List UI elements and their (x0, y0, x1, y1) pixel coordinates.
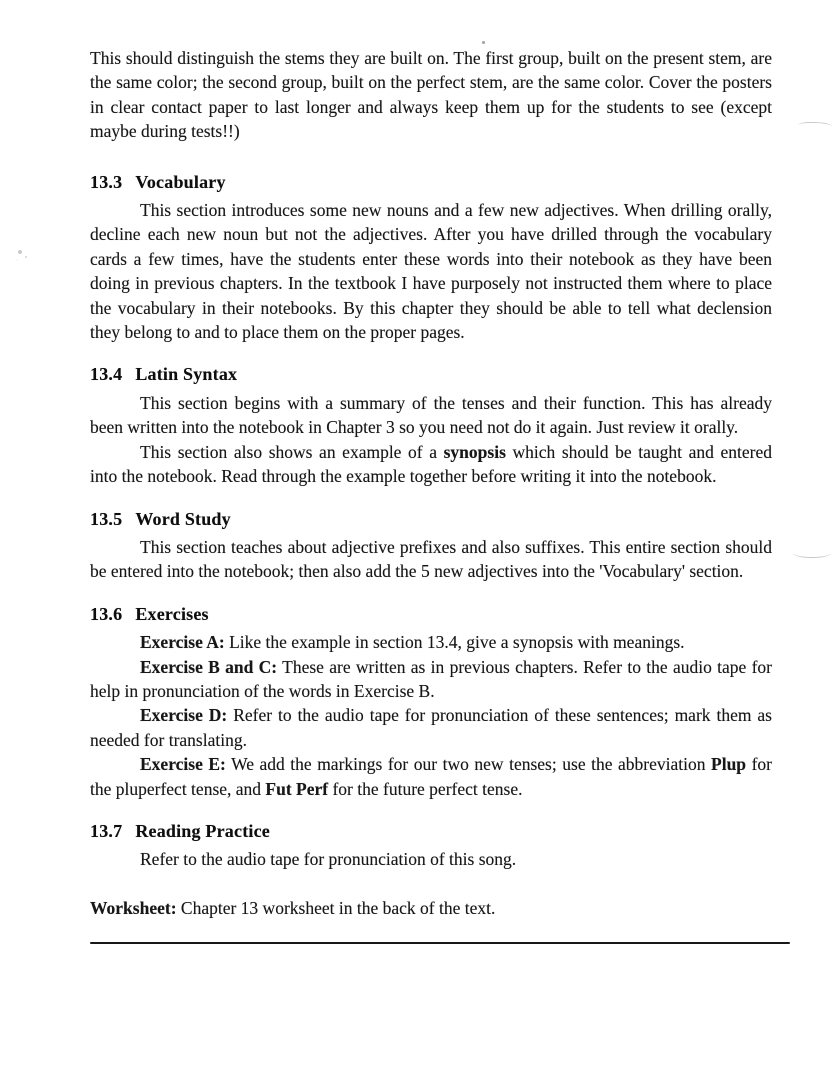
worksheet-note (90, 896, 772, 920)
text-run: Refer to the audio tape for pronunciation of this song. (140, 849, 517, 870)
section-title: Word Study (135, 508, 231, 529)
intro-paragraph (90, 46, 772, 144)
exercise-b-c-paragraph (90, 655, 772, 704)
text-run: for the future perfect tense. (328, 778, 523, 799)
scan-artifact-right-curve (793, 548, 831, 558)
bold-text-run: Worksheet: (90, 897, 177, 918)
bold-text-run: Exercise D: (140, 705, 228, 726)
text-run: for the pluperfect tense, and (90, 754, 772, 799)
section-vocabulary (90, 170, 772, 345)
section-paragraph (90, 391, 772, 440)
exercise-d-paragraph (90, 703, 772, 752)
section-word-study (90, 507, 772, 584)
bold-text-run: synopsis (443, 441, 506, 462)
section-title: Vocabulary (135, 171, 226, 192)
bold-text-run: Exercise A: (140, 632, 225, 653)
text-run: Refer to the audio tape for pronunciation of these sentences; mark them as needed for translating. (90, 705, 772, 750)
section-title: Exercises (135, 603, 209, 624)
text-run: These are written as in previous chapters. Refer to the audio tape for help in pronunciation of the words in Exercise B. (90, 656, 772, 701)
bold-text-run: Fut Perf (265, 778, 329, 799)
scan-artifact-top-dot (482, 41, 485, 44)
section-heading-reading-practice (90, 819, 772, 843)
text-run: which should be taught and entered into the notebook. Read through the example together before writing it into the notebook. (90, 441, 772, 487)
bold-text-run: Exercise B and C: (140, 656, 278, 677)
bold-text-run: Exercise E: (140, 754, 226, 775)
text-run: We add the markings for our two new tenses; use the abbreviation (225, 754, 712, 775)
footer-rule (90, 942, 790, 944)
section-latin-syntax (90, 362, 772, 488)
text-run: This section begins with a summary of the tenses and their function. This has already been written into the notebook in Chapter 3 so you need not do it again. Just review it orally. (90, 392, 772, 438)
section-paragraph (90, 198, 772, 344)
exercise-a-paragraph (90, 630, 772, 654)
section-heading-word-study (90, 507, 772, 531)
section-number: 13.4 (90, 364, 123, 385)
section-heading-latin-syntax (90, 362, 772, 386)
section-title: Reading Practice (135, 820, 270, 841)
section-number: 13.5 (90, 508, 123, 529)
section-paragraph (90, 535, 772, 584)
text-run: This section introduces some new nouns and a few new adjectives. When drilling orally, decline each new noun but not the adjectives. After you have drilled through the vocabulary cards a few times, have the students enter these words into their notebook as they have been doing in previous chapters. In the textbook I have purposely not instructed them where to place the vocabulary in their notebooks. By this chapter they should be able to tell what declension they belong to and to place them on the proper pages. (90, 200, 772, 343)
text-run: This should distinguish the stems they are built on. The first group, built on the present stem, are the same color; the second group, built on the perfect stem, are the same color. Cover the posters in clear contact paper to last longer and always keep them up for the students to see (except maybe during tests!!) (90, 48, 772, 142)
scan-artifact-left-speckle (18, 250, 22, 254)
section-heading-vocabulary (90, 170, 772, 194)
section-heading-exercises (90, 602, 772, 626)
text-run: Like the example in section 13.4, give a synopsis with meanings. (224, 632, 685, 653)
text-run: This section teaches about adjective prefixes and also suffixes. This entire section should be entered into the notebook; then also add the 5 new adjectives into the 'Vocabulary' section. (90, 536, 772, 582)
exercise-e-paragraph (90, 752, 772, 801)
section-number: 13.3 (90, 171, 123, 192)
section-reading-practice (90, 819, 772, 872)
bold-text-run: Plup (711, 754, 747, 775)
section-paragraph (90, 440, 772, 489)
section-number: 13.7 (90, 820, 123, 841)
section-paragraph (90, 847, 772, 871)
scan-artifact-right-dash (798, 121, 832, 129)
section-title: Latin Syntax (135, 364, 238, 385)
section-number: 13.6 (90, 603, 123, 624)
text-run: This section also shows an example of a (140, 441, 444, 462)
text-run: Chapter 13 worksheet in the back of the text. (176, 897, 496, 918)
section-exercises (90, 602, 772, 801)
